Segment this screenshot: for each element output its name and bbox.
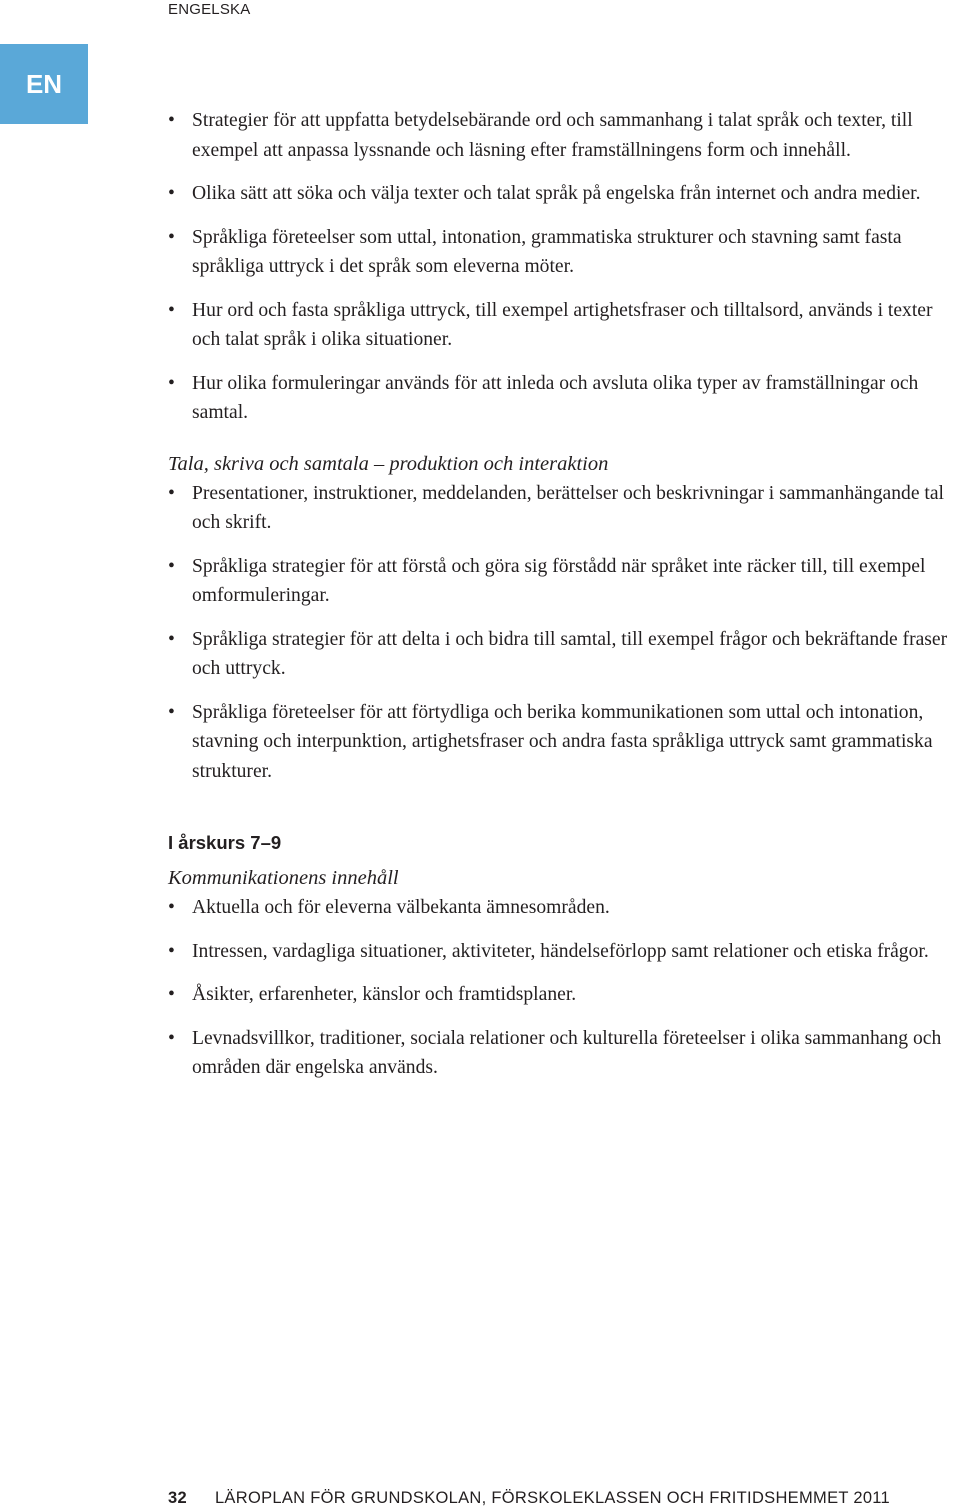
list-item: • Aktuella och för eleverna välbekanta ämnesområden.: [168, 893, 948, 923]
page-number: 32: [168, 1489, 187, 1507]
bullet-list-listening: [168, 106, 948, 428]
list-item: • Språkliga företeelser som uttal, intonation, grammatiska strukturer och stavning samt fasta språkliga uttryck i det språk som eleverna möter.: [168, 223, 948, 282]
language-tab-label: EN: [25, 68, 63, 99]
list-item: • Olika sätt att söka och välja texter och talat språk på engelska från internet och andra medier.: [168, 179, 948, 209]
list-item: • Strategier för att uppfatta betydelsebärande ord och sammanhang i talat språk och texter, till exempel att anpassa lyssnande och läsning efter framställningens form och innehåll.: [168, 106, 948, 165]
grade-heading: I årskurs 7–9: [168, 832, 282, 853]
bullet-list-production: [168, 479, 948, 787]
list-item: • Hur olika formuleringar används för att inleda och avsluta olika typer av framställningar och samtal.: [168, 369, 948, 428]
list-item: • Hur ord och fasta språkliga uttryck, till exempel artighetsfraser och tilltalsord, används i texter och talat språk i olika situationer.: [168, 296, 948, 355]
list-item: • Intressen, vardagliga situationer, aktiviteter, händelseförlopp samt relationer och etiska frågor.: [168, 937, 948, 967]
page-footer: [168, 1489, 890, 1508]
main-content: [168, 106, 948, 1097]
running-header: ENGELSKA: [168, 1, 251, 18]
list-item: • Språkliga strategier för att delta i och bidra till samtal, till exempel frågor och bekräftande fraser och uttryck.: [168, 625, 948, 684]
list-item: • Levnadsvillkor, traditioner, sociala relationer och kulturella företeelser i olika sammanhang och områden där engelska används.: [168, 1024, 948, 1083]
language-tab: [0, 44, 88, 124]
list-item: • Presentationer, instruktioner, meddelanden, berättelser och beskrivningar i sammanhängande tal och skrift.: [168, 479, 948, 538]
list-item: • Språkliga strategier för att förstå och göra sig förstådd när språket inte räcker till, till exempel omformuleringar.: [168, 552, 948, 611]
section-subheading-content: Kommunikationens innehåll: [168, 867, 399, 889]
bullet-list-content: [168, 893, 948, 1083]
list-item: • Språkliga företeelser för att förtydliga och berika kommunikationen som uttal och intonation, stavning och interpunktion, artighetsfraser och andra fasta språkliga uttryck samt grammatiska strukturer.: [168, 698, 948, 787]
section-subheading-production: Tala, skriva och samtala – produktion och interaktion: [168, 452, 609, 475]
footer-title: LÄROPLAN FÖR GRUNDSKOLAN, FÖRSKOLEKLASSEN OCH FRITIDSHEMMET 2011: [214, 1489, 891, 1507]
list-item: • Åsikter, erfarenheter, känslor och framtidsplaner.: [168, 980, 948, 1010]
